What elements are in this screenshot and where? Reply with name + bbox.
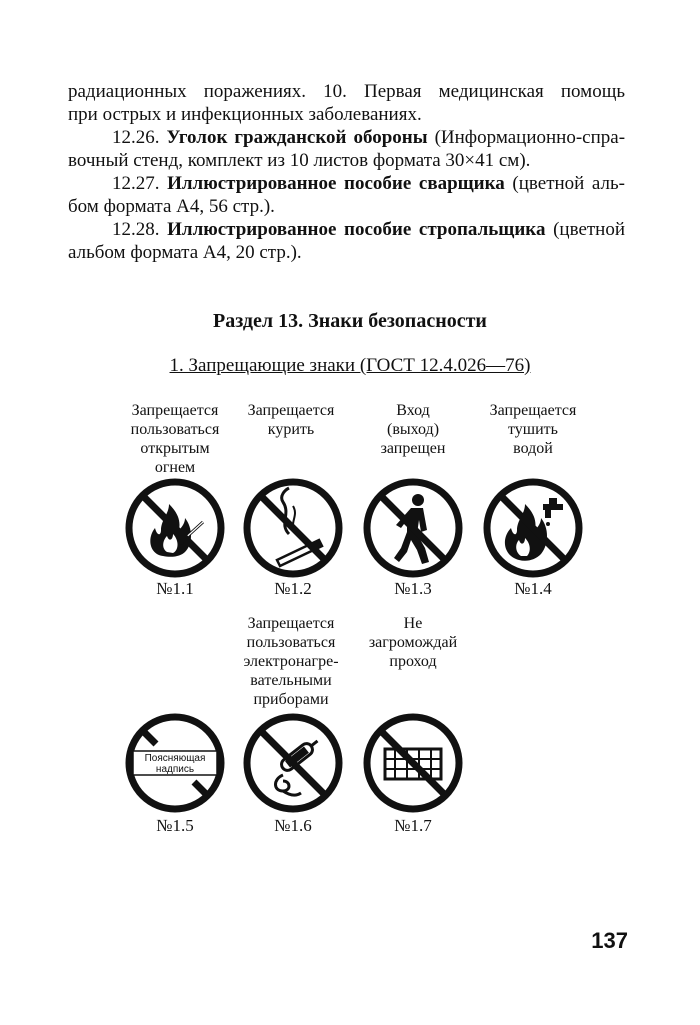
page-number: 137: [591, 928, 628, 953]
sign-1-7: [363, 713, 463, 813]
sign-1-3: [363, 478, 463, 578]
section-subtitle: 1. Запрещающие знаки (ГОСТ 12.4.026—76): [169, 355, 531, 376]
sign-inner-text: надпись: [155, 764, 195, 775]
text-line: радиационных поражениях. 10. Первая медицинская помощь: [68, 81, 625, 102]
sign-1-1: [125, 478, 225, 578]
item-number: 12.26.: [112, 127, 160, 148]
sign-caption-1-7: Не загромождай проход: [368, 615, 458, 670]
text-line: бом формата А4, 56 стр.).: [68, 196, 275, 217]
sign-number: №1.2: [274, 579, 312, 598]
sign-number: №1.4: [514, 579, 552, 598]
sign-caption-1-4: Запрещается тушить водой: [489, 402, 577, 457]
sign-number: №1.7: [394, 816, 432, 835]
sign-caption-1-2: Запрещается курить: [247, 402, 335, 438]
sign-number: №1.6: [274, 816, 312, 835]
sign-1-5: [125, 713, 225, 813]
sign-caption-1-6: Запрещается пользоваться электронагре- вательными приборами: [243, 615, 339, 708]
list-item-12-28: [112, 218, 625, 241]
sign-number: №1.5: [156, 816, 194, 835]
sign-1-2: [243, 478, 343, 578]
list-item-12-27: [112, 172, 625, 195]
sign-caption-1-1: Запрещается пользоваться открытым огнем: [130, 402, 220, 476]
item-title: Уголок гражданской обороны: [166, 127, 428, 148]
sign-inner-text: Поясняющая: [144, 753, 206, 764]
text-line: при острых и инфекционных заболеваниях.: [68, 104, 422, 125]
sign-1-6: [243, 713, 343, 813]
sign-number: №1.3: [394, 579, 432, 598]
sign-1-4: [483, 478, 583, 578]
item-number: 12.27.: [112, 173, 160, 194]
list-item-12-26: [112, 126, 625, 149]
item-title: Иллюстрированное пособие стропальщика: [167, 219, 546, 240]
section-title: Раздел 13. Знаки безопасности: [213, 310, 487, 332]
sign-number: №1.1: [156, 579, 194, 598]
item-number: 12.28.: [112, 219, 160, 240]
item-text: (цветной: [553, 219, 626, 240]
sign-caption-1-3: Вход (выход) запрещен: [380, 402, 446, 457]
item-text: (цветной аль-: [512, 173, 626, 194]
text-line: вочный стенд, комплект из 10 листов формата 30×41 см).: [68, 150, 531, 171]
text-line: альбом формата А4, 20 стр.).: [68, 242, 302, 263]
item-title: Иллюстрированное пособие сварщика: [167, 173, 505, 194]
item-text: (Информационно-спра-: [434, 127, 626, 148]
